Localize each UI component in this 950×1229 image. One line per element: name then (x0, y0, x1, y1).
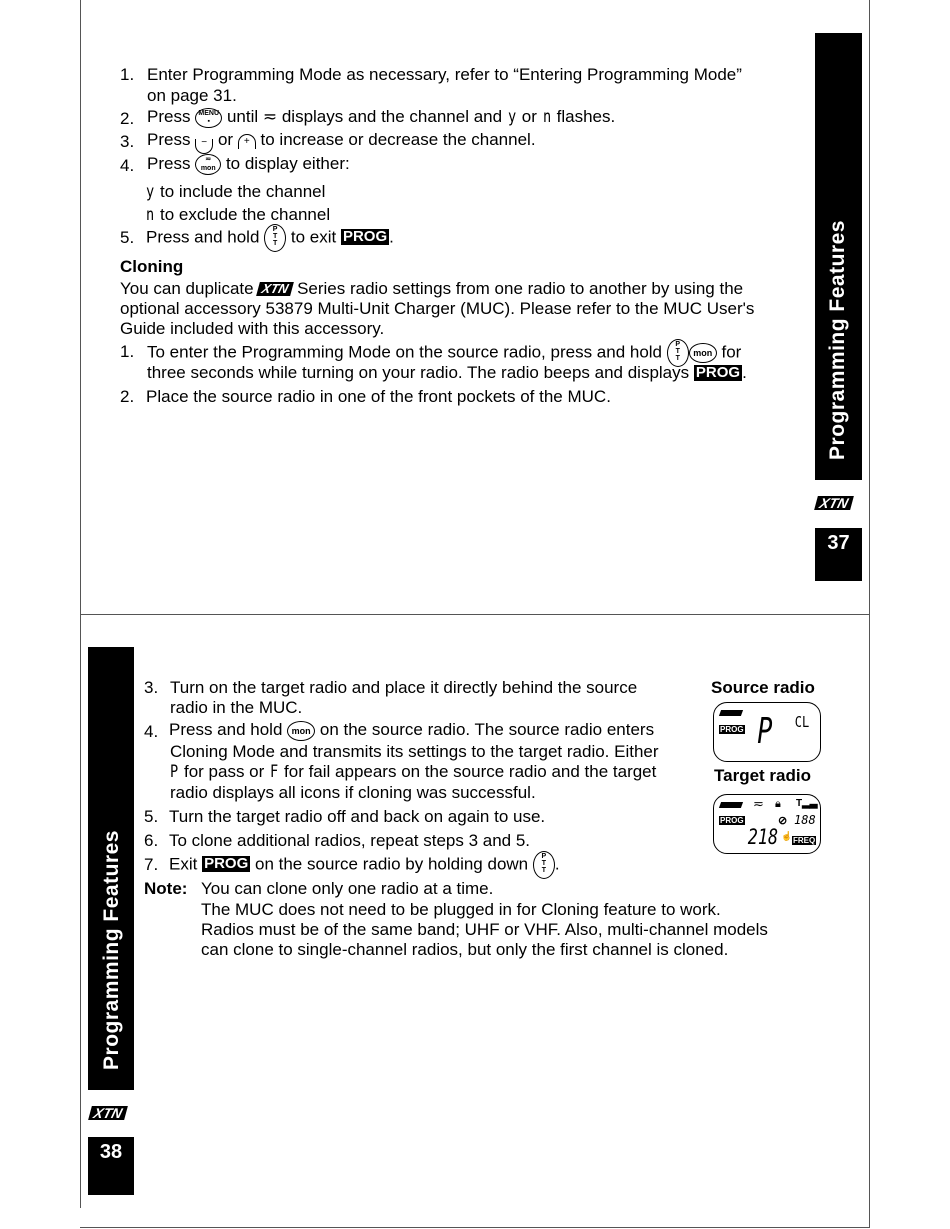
freq-indicator: FREQ (793, 836, 816, 845)
target-radio-label: Target radio (714, 766, 811, 785)
step-number: 7. (144, 855, 159, 874)
section-tab-label: Programming Features (100, 830, 123, 1070)
step-text: . (389, 227, 394, 247)
signal-icon: T▂▃ (796, 798, 818, 809)
pass-lcd-icon: P (170, 762, 179, 782)
step-text: to display either: (225, 154, 350, 173)
prog-indicator: PROG (720, 725, 744, 734)
source-main-char: P (757, 711, 773, 752)
small-channel-number: 188 (794, 813, 816, 827)
paragraph-text: You can duplicate (120, 279, 254, 298)
note-label: Note: (144, 879, 188, 898)
step-number: 3. (120, 132, 135, 151)
note-text: You can clone only one radio at a time. (201, 879, 494, 898)
step-text: . (554, 854, 560, 874)
no-lcd-icon: n (146, 205, 155, 225)
step-2-line (147, 106, 615, 128)
step-3-line (147, 129, 536, 154)
main-digits: 218 (747, 825, 779, 849)
cloning-paragraph-line (120, 278, 743, 299)
page-number: 37 (815, 528, 862, 581)
bottom-page-bottom-border (80, 1227, 870, 1228)
step-text: for fail appears on the source radio and the target (284, 762, 657, 781)
step-text: on the source radio. The source radio enters (319, 720, 655, 739)
battery-icon (719, 710, 743, 716)
ptt-button-icon: P T T (264, 224, 286, 252)
source-radio-display (713, 702, 821, 762)
prog-badge: PROG (204, 855, 249, 873)
prog-badge: PROG (695, 364, 741, 381)
down-button-icon: − (195, 139, 213, 154)
step-7-line (169, 851, 560, 879)
cloning-heading: Cloning (120, 257, 184, 276)
step-number: 2. (120, 109, 135, 128)
target-radio-display (713, 794, 821, 854)
step-text: for (721, 342, 742, 362)
prog-indicator: PROG (720, 816, 744, 825)
step-text: radio in the MUC. (170, 698, 303, 717)
step-text: Press (147, 107, 191, 126)
step-number: 1. (120, 65, 135, 84)
step-text: Place the source radio in one of the front pockets of the MUC. (146, 387, 611, 406)
step-text: for pass or (183, 762, 265, 781)
step-number: 5. (120, 228, 135, 247)
step-text: or (521, 107, 537, 126)
lock-icon: 🔒︎ (775, 798, 781, 810)
step-text: to increase or decrease the channel. (260, 130, 536, 149)
step-text: until (226, 107, 259, 126)
step-4-line-3 (169, 761, 656, 783)
source-side-chars: CL (794, 713, 810, 731)
bottom-page-left-border (80, 614, 81, 1208)
step-text: Turn on the target radio and place it directly behind the source (170, 678, 638, 697)
step-text: displays and the channel and (281, 107, 503, 126)
yes-lcd-icon: y (507, 107, 517, 127)
step-text: flashes. (556, 107, 616, 126)
mute-icon: ⊘ (778, 815, 788, 827)
mon-scan-button-icon: ≂ mon (195, 154, 221, 175)
step-text: To clone additional radios, repeat steps 3 and 5. (169, 831, 531, 850)
xtn-logo: XTN (816, 496, 852, 514)
ptt-button-icon: P T T (667, 339, 689, 367)
xtn-logo: XTN (90, 1106, 126, 1124)
step-text: radio displays all icons if cloning was successful. (170, 783, 536, 802)
step-text: on page 31. (147, 86, 237, 105)
prog-badge: PROG (342, 228, 388, 246)
exclude-option (145, 204, 330, 226)
option-text: to include the channel (159, 182, 326, 201)
step-text: to exit (290, 227, 337, 247)
step-number: 3. (144, 678, 159, 697)
step-number: 6. (144, 831, 159, 850)
menu-button-icon: MENU ▪ (195, 108, 222, 128)
step-4-line (169, 719, 654, 741)
step-number: 4. (120, 156, 135, 175)
step-4-line (147, 153, 350, 175)
step-text: or (217, 130, 234, 149)
step-text: . (742, 363, 747, 382)
step-number: 5. (144, 807, 159, 826)
step-number: 1. (120, 342, 135, 361)
step-text: Press (147, 130, 191, 149)
top-page-right-border (869, 0, 870, 614)
fail-lcd-icon: F (270, 762, 279, 782)
no-lcd-icon: n (542, 107, 551, 127)
step-number: 2. (120, 387, 135, 406)
hand-icon: ☝ (781, 831, 793, 841)
note-text: Radios must be of the same band; UHF or VHF. Also, multi-channel models (201, 920, 768, 939)
source-radio-label: Source radio (711, 678, 815, 697)
step-text: Cloning Mode and transmits its settings to the target radio. Either (170, 742, 659, 761)
yes-lcd-icon: y (146, 182, 155, 202)
section-tab-label: Programming Features (826, 220, 849, 460)
clone-step-1-line-2 (147, 362, 747, 383)
paragraph-text: optional accessory 53879 Multi-Unit Charger (MUC). Please refer to the MUC User's (120, 299, 755, 318)
bottom-page-right-border (869, 614, 870, 1228)
battery-icon (719, 802, 743, 808)
step-text: Enter Programming Mode as necessary, refer to “Entering Programming Mode” (147, 65, 742, 84)
scan-icon: ≂ (262, 107, 278, 126)
step-text: Exit (169, 854, 198, 874)
xtn-logo: XTN (256, 282, 294, 296)
step-text: Turn the target radio off and back on again to use. (169, 807, 546, 826)
mon-button-icon: mon (689, 343, 717, 363)
top-page-left-border (80, 0, 81, 614)
step-text: on the source radio by holding down (255, 854, 529, 874)
paragraph-text: Series radio settings from one radio to another by using the (297, 279, 744, 298)
step-text: Press and hold (169, 720, 283, 739)
step-text: three seconds while turning on your radio. The radio beeps and displays (147, 363, 690, 382)
note-text: The MUC does not need to be plugged in for Cloning feature to work. (201, 900, 721, 919)
step-text: To enter the Programming Mode on the source radio, press and hold (147, 342, 663, 362)
mon-button-icon: mon (287, 721, 315, 741)
step-text: Press (147, 154, 191, 173)
up-button-icon: + (238, 134, 256, 149)
scan-icon: ≂ (753, 796, 764, 811)
include-option (145, 181, 325, 203)
note-text: can clone to single-channel radios, but only the first channel is cloned. (201, 940, 729, 959)
step-5-line (146, 224, 394, 252)
paragraph-text: Guide included with this accessory. (120, 319, 385, 338)
step-number: 4. (144, 722, 159, 741)
option-text: to exclude the channel (159, 205, 331, 224)
step-text: Press and hold (146, 227, 260, 247)
ptt-button-icon: P T T (533, 851, 555, 879)
page-divider (80, 614, 870, 615)
page-number: 38 (88, 1137, 134, 1195)
